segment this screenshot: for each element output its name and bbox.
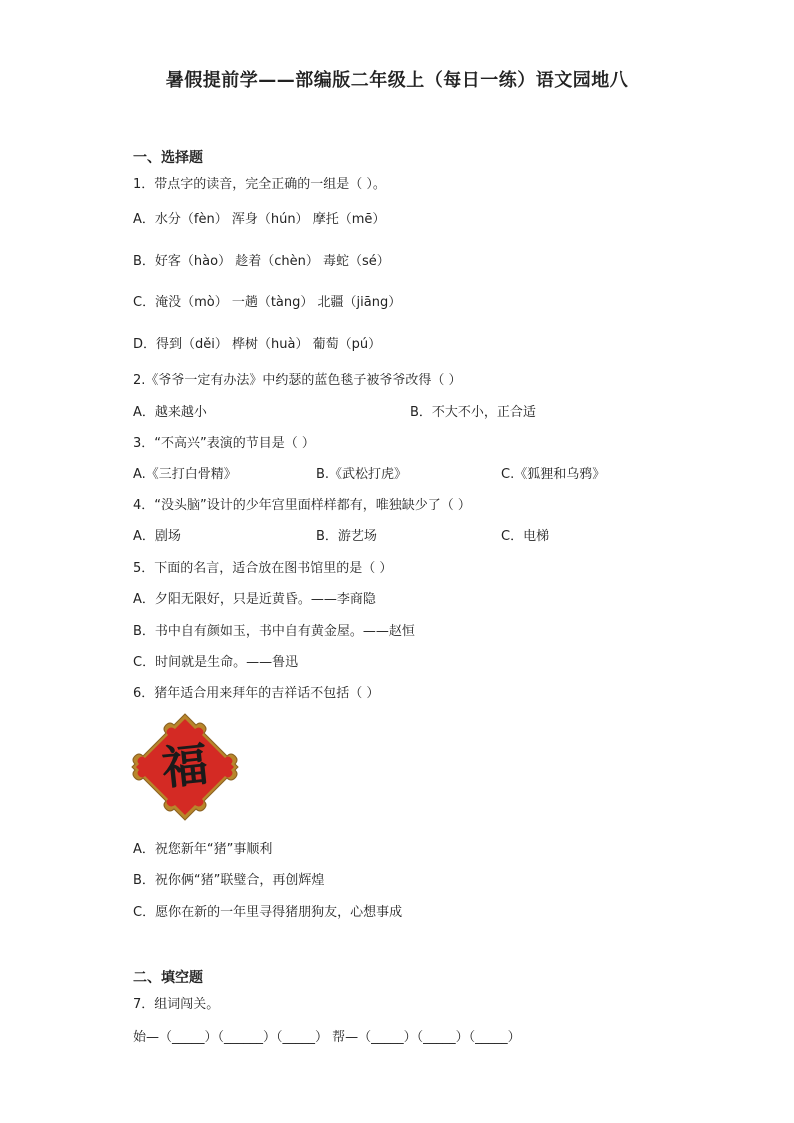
fu-character: 福 xyxy=(159,736,211,796)
question-3-option-a: A.《三打白骨精》 xyxy=(133,467,237,482)
question-1-option-c: C．淹没（mò） 一趟（tàng） 北疆（jiāng） xyxy=(133,295,402,310)
question-1-stem: 1．带点字的读音，完全正确的一组是（ ）。 xyxy=(133,177,386,192)
question-1-option-d: D．得到（děi） 桦树（huà） 葡萄（pú） xyxy=(133,337,382,352)
question-6-option-c: C．愿你在新的一年里寻得猪朋狗友，心想事成 xyxy=(133,905,403,920)
question-4-option-b: B．游艺场 xyxy=(316,529,377,544)
question-2-stem: 2.《爷爷一定有办法》中约瑟的蓝色毯子被爷爷改得（ ） xyxy=(133,373,462,388)
question-1-option-b: B．好客（hào） 趁着（chèn） 毒蛇（sé） xyxy=(133,254,390,269)
question-6-stem: 6．猪年适合用来拜年的吉祥话不包括（ ） xyxy=(133,686,380,701)
question-5-stem: 5．下面的名言，适合放在图书馆里的是（ ） xyxy=(133,561,393,576)
question-3-option-c: C.《狐狸和乌鸦》 xyxy=(501,467,606,482)
question-3-stem: 3．“不高兴”表演的节目是（ ） xyxy=(133,436,315,451)
question-6-option-b: B．祝你俩“猪”联璧合，再创辉煌 xyxy=(133,873,325,888)
section-heading-fill: 二、填空题 xyxy=(133,970,203,986)
question-4-option-c: C．电梯 xyxy=(501,529,550,544)
question-5-option-a: A．夕阳无限好，只是近黄昏。——李商隐 xyxy=(133,592,376,607)
question-3-option-b: B.《武松打虎》 xyxy=(316,467,408,482)
question-5-option-b: B．书中自有颜如玉，书中自有黄金屋。——赵恒 xyxy=(133,624,415,639)
question-7-blanks: 始—（_____）（______）（_____） 帮—（_____）（_____）（_____） xyxy=(133,1030,521,1045)
question-2-option-b: B．不大不小，正合适 xyxy=(410,405,536,420)
question-4-option-a: A．剧场 xyxy=(133,529,181,544)
question-2-option-a: A．越来越小 xyxy=(133,405,207,420)
question-1-option-a: A．水分（fèn） 浑身（hún） 摩托（mē） xyxy=(133,212,386,227)
question-6-option-a: A．祝您新年“猪”事顺利 xyxy=(133,842,273,857)
question-7-stem: 7．组词闯关。 xyxy=(133,997,220,1012)
page-title: 暑假提前学——部编版二年级上（每日一练）语文园地八 xyxy=(165,70,629,91)
fu-character-image xyxy=(130,712,240,822)
section-heading-choice: 一、选择题 xyxy=(133,150,203,166)
question-5-option-c: C．时间就是生命。——鲁迅 xyxy=(133,655,299,670)
question-4-stem: 4．“没头脑”设计的少年宫里面样样都有，唯独缺少了（ ） xyxy=(133,498,471,513)
